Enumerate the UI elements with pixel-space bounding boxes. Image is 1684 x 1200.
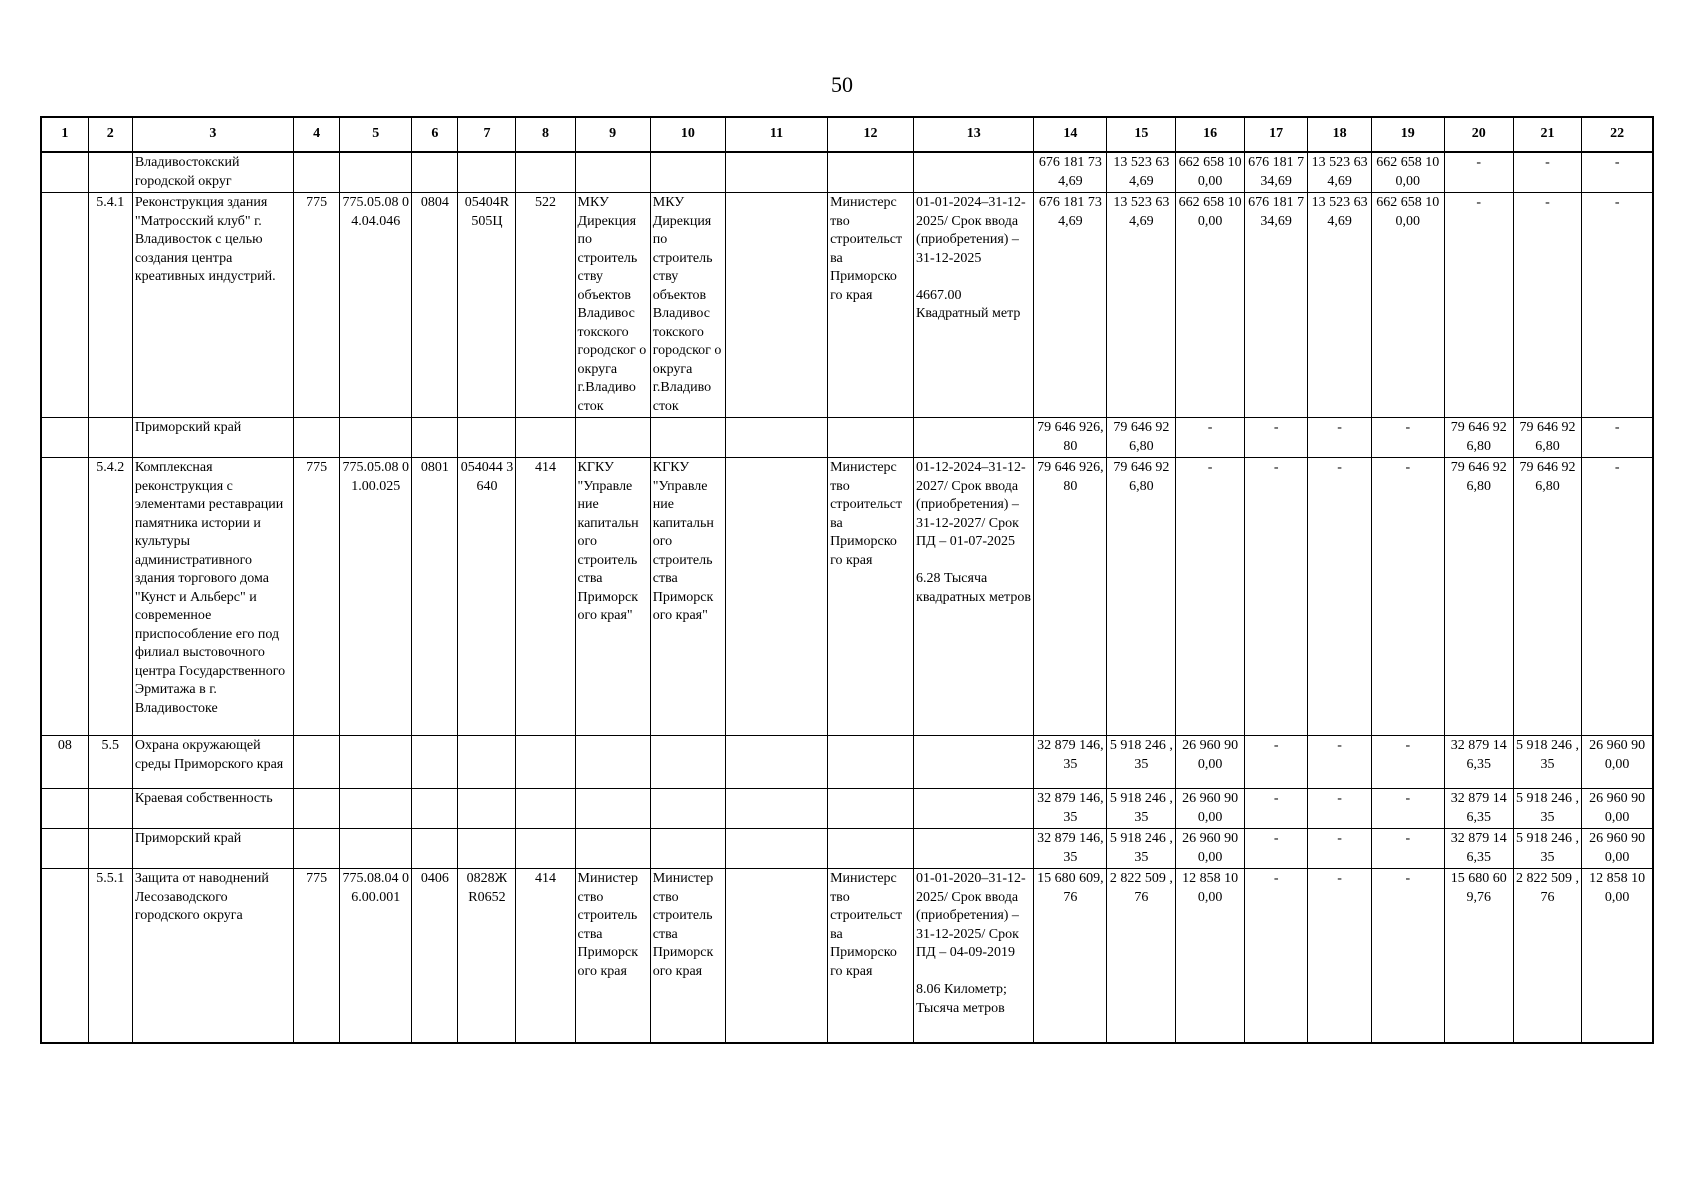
table-cell: 26 960 900,00 [1582, 789, 1653, 829]
table-cell: 26 960 900,00 [1582, 736, 1653, 789]
table-row [41, 869, 1653, 1043]
table-cell [650, 736, 725, 789]
page-number: 50 [831, 72, 853, 97]
table-cell [41, 829, 88, 869]
table-cell: КГКУ "Управле ние капитальн ого строитель ства Приморск ого края" [650, 458, 725, 736]
table-cell: 5 918 246 ,35 [1513, 829, 1582, 869]
table-cell [725, 193, 827, 418]
table-cell: 12 858 100,00 [1582, 869, 1653, 1043]
table-cell [458, 152, 516, 193]
table-cell: 79 646 926,80 [1513, 458, 1582, 736]
column-header: 10 [650, 117, 725, 152]
table-cell: 32 879 146,35 [1034, 829, 1107, 869]
table-cell: Реконструкция здания "Матросский клуб" г. Владивосток с целью создания центра креативных индустрий. [132, 193, 293, 418]
column-header: 13 [914, 117, 1034, 152]
table-cell [340, 736, 412, 789]
table-cell: 79 646 926,80 [1107, 418, 1176, 458]
table-cell: Министер ство строитель ства Приморск ого края [575, 869, 650, 1043]
table-cell: 775 [294, 869, 340, 1043]
table-row [41, 418, 1653, 458]
table-cell: 662 658 100,00 [1371, 152, 1444, 193]
table-cell [294, 418, 340, 458]
table-cell: МКУ Дирекция по строитель ству объектов Владивос токского городског о округа г.Владиво сток [575, 193, 650, 418]
table-cell: 775.08.04 06.00.001 [340, 869, 412, 1043]
table-cell: 2 822 509 ,76 [1513, 869, 1582, 1043]
table-cell: - [1371, 418, 1444, 458]
table-cell [650, 789, 725, 829]
table-cell: - [1513, 193, 1582, 418]
table-cell: Владивостокский городской округ [132, 152, 293, 193]
table-cell [914, 736, 1034, 789]
table-cell: Министерс тво строительст ва Приморско го края [828, 458, 914, 736]
table-cell: 0828Ж R0652 [458, 869, 516, 1043]
table-cell: - [1244, 736, 1307, 789]
table-cell: 32 879 146,35 [1034, 736, 1107, 789]
table-cell: 32 879 146,35 [1444, 736, 1513, 789]
table-cell: 13 523 634,69 [1107, 152, 1176, 193]
table-cell: Защита от наводнений Лесозаводского городского округа [132, 869, 293, 1043]
table-cell: 32 879 146,35 [1034, 789, 1107, 829]
column-header: 5 [340, 117, 412, 152]
table-cell: 775.05.08 01.00.025 [340, 458, 412, 736]
table-cell: 5.5.1 [88, 869, 132, 1043]
table-cell: 5 918 246 ,35 [1107, 789, 1176, 829]
table-cell: 79 646 926,80 [1107, 458, 1176, 736]
table-cell: 15 680 609,76 [1034, 869, 1107, 1043]
table-cell: 79 646 926,80 [1513, 418, 1582, 458]
table-cell [650, 418, 725, 458]
table-cell: 662 658 100,00 [1176, 193, 1245, 418]
table-cell: 13 523 634,69 [1308, 193, 1371, 418]
table-cell: - [1371, 789, 1444, 829]
table-cell [458, 736, 516, 789]
table-cell: 26 960 900,00 [1176, 789, 1245, 829]
table-cell: 5 918 246 ,35 [1513, 789, 1582, 829]
table-cell: - [1244, 458, 1307, 736]
table-cell: 01-01-2020–31-12-2025/ Срок ввода (приобретения) – 31-12-2025/ Срок ПД – 04-09-2019 8.06 Километр; Тысяча метров [914, 869, 1034, 1043]
table-cell: 12 858 100,00 [1176, 869, 1245, 1043]
table-cell [650, 829, 725, 869]
column-header: 6 [412, 117, 458, 152]
table-cell: 5 918 246 ,35 [1107, 829, 1176, 869]
table-cell [828, 418, 914, 458]
column-header: 14 [1034, 117, 1107, 152]
table-cell [650, 152, 725, 193]
table-cell [725, 458, 827, 736]
table-cell: 79 646 926,80 [1444, 458, 1513, 736]
header-row [41, 117, 1653, 152]
table-cell [575, 418, 650, 458]
table-cell [41, 458, 88, 736]
table-cell: 79 646 926,80 [1034, 418, 1107, 458]
table-cell: - [1308, 418, 1371, 458]
table-cell [828, 789, 914, 829]
table-cell: 13 523 634,69 [1107, 193, 1176, 418]
column-header: 9 [575, 117, 650, 152]
table-cell: - [1371, 736, 1444, 789]
table-cell: - [1244, 418, 1307, 458]
table-cell [725, 152, 827, 193]
table-cell: 5.4.2 [88, 458, 132, 736]
table-cell [88, 152, 132, 193]
table-cell: Краевая собственность [132, 789, 293, 829]
table-row [41, 829, 1653, 869]
table-cell: - [1582, 458, 1653, 736]
table-cell [516, 736, 575, 789]
table-cell [41, 418, 88, 458]
table-cell [458, 789, 516, 829]
table-cell: 662 658 100,00 [1371, 193, 1444, 418]
table-cell [575, 152, 650, 193]
column-header: 8 [516, 117, 575, 152]
column-header: 2 [88, 117, 132, 152]
table-cell: 0801 [412, 458, 458, 736]
table-cell [914, 152, 1034, 193]
table-cell [412, 152, 458, 193]
column-header: 17 [1244, 117, 1307, 152]
table-cell [340, 152, 412, 193]
table-cell [516, 789, 575, 829]
table-cell: Охрана окружающей среды Приморского края [132, 736, 293, 789]
table-cell: 26 960 900,00 [1582, 829, 1653, 869]
table-cell: 5 918 246 ,35 [1513, 736, 1582, 789]
table-cell: 26 960 900,00 [1176, 829, 1245, 869]
column-header: 21 [1513, 117, 1582, 152]
table-cell: 0804 [412, 193, 458, 418]
table-cell [516, 152, 575, 193]
column-header: 20 [1444, 117, 1513, 152]
table-row [41, 458, 1653, 736]
table-cell: - [1444, 152, 1513, 193]
table-cell [41, 869, 88, 1043]
table-cell: - [1513, 152, 1582, 193]
table-cell [914, 829, 1034, 869]
table-cell [340, 829, 412, 869]
table-cell: - [1308, 869, 1371, 1043]
table-cell: 15 680 609,76 [1444, 869, 1513, 1043]
table-row [41, 736, 1653, 789]
table-cell: - [1308, 736, 1371, 789]
table-cell [575, 789, 650, 829]
table-cell: - [1244, 789, 1307, 829]
table-cell [575, 736, 650, 789]
table-cell [914, 418, 1034, 458]
table-cell: Министерс тво строительст ва Приморско го края [828, 869, 914, 1043]
budget-table [40, 116, 1654, 1044]
table-cell: 676 181 734,69 [1244, 193, 1307, 418]
table-cell: 676 181 734,69 [1034, 193, 1107, 418]
column-header: 19 [1371, 117, 1444, 152]
table-cell [88, 829, 132, 869]
table-cell: 5 918 246 ,35 [1107, 736, 1176, 789]
table-cell: 79 646 926,80 [1034, 458, 1107, 736]
table-cell: - [1582, 418, 1653, 458]
table-cell: 662 658 100,00 [1176, 152, 1245, 193]
table-cell: Приморский край [132, 418, 293, 458]
table-cell [725, 829, 827, 869]
table-cell: 775.05.08 04.04.046 [340, 193, 412, 418]
table-cell: 05404R 505Ц [458, 193, 516, 418]
column-header: 1 [41, 117, 88, 152]
table-cell [412, 829, 458, 869]
table-cell: - [1371, 869, 1444, 1043]
table-cell: 32 879 146,35 [1444, 789, 1513, 829]
table-cell: 414 [516, 458, 575, 736]
table-cell [725, 418, 827, 458]
column-header: 22 [1582, 117, 1653, 152]
table-cell [575, 829, 650, 869]
table-cell: - [1176, 418, 1245, 458]
table-cell: 26 960 900,00 [1176, 736, 1245, 789]
table-cell: 2 822 509 ,76 [1107, 869, 1176, 1043]
table-cell [412, 789, 458, 829]
table-cell: - [1308, 789, 1371, 829]
table-cell: 414 [516, 869, 575, 1043]
table-cell: 676 181 734,69 [1034, 152, 1107, 193]
table-cell: - [1244, 829, 1307, 869]
table-cell: 79 646 926,80 [1444, 418, 1513, 458]
table-cell [41, 193, 88, 418]
table-cell: КГКУ "Управле ние капитальн ого строитель ства Приморск ого края" [575, 458, 650, 736]
table-cell: 522 [516, 193, 575, 418]
table-cell: Министерс тво строительст ва Приморско го края [828, 193, 914, 418]
table-cell: 054044 3640 [458, 458, 516, 736]
table-cell: МКУ Дирекция по строитель ству объектов Владивос токского городског о округа г.Владиво сток [650, 193, 725, 418]
table-cell: 08 [41, 736, 88, 789]
table-cell [41, 789, 88, 829]
table-cell: 775 [294, 193, 340, 418]
table-cell: - [1371, 458, 1444, 736]
table-row [41, 193, 1653, 418]
table-cell: Комплексная реконструкция с элементами реставрации памятника истории и культуры административного здания торгового дома "Кунст и Альберс" и современное приспособление его под филиал выстовочного центра Государственного Эрмитажа в г. Владивостоке [132, 458, 293, 736]
table-cell [828, 829, 914, 869]
table-cell: - [1582, 193, 1653, 418]
table-cell [828, 152, 914, 193]
table-cell: - [1444, 193, 1513, 418]
table-cell [41, 152, 88, 193]
table-cell [88, 418, 132, 458]
table-cell: Министер ство строитель ства Приморск ого края [650, 869, 725, 1043]
table-cell [412, 736, 458, 789]
table-cell: - [1244, 869, 1307, 1043]
table-cell: 32 879 146,35 [1444, 829, 1513, 869]
table-cell: - [1176, 458, 1245, 736]
table-row [41, 152, 1653, 193]
column-header: 3 [132, 117, 293, 152]
column-header: 18 [1308, 117, 1371, 152]
table-cell [294, 829, 340, 869]
table-cell: - [1308, 829, 1371, 869]
column-header: 4 [294, 117, 340, 152]
table-cell [914, 789, 1034, 829]
table-cell [458, 829, 516, 869]
table-cell: 01-01-2024–31-12-2025/ Срок ввода (приобретения) – 31-12-2025 4667.00 Квадратный метр [914, 193, 1034, 418]
table-row [41, 789, 1653, 829]
table-cell: 5.4.1 [88, 193, 132, 418]
table-cell [516, 829, 575, 869]
table-cell [458, 418, 516, 458]
table-cell: - [1582, 152, 1653, 193]
column-header: 16 [1176, 117, 1245, 152]
column-header: 11 [725, 117, 827, 152]
table-cell [725, 789, 827, 829]
column-header: 12 [828, 117, 914, 152]
table-cell: 676 181 734,69 [1244, 152, 1307, 193]
table-cell: 5.5 [88, 736, 132, 789]
table-cell: Приморский край [132, 829, 293, 869]
table-cell [294, 789, 340, 829]
table-cell: - [1371, 829, 1444, 869]
table-cell [294, 152, 340, 193]
table-cell: - [1308, 458, 1371, 736]
table-cell [516, 418, 575, 458]
table-cell: 775 [294, 458, 340, 736]
table-cell: 01-12-2024–31-12-2027/ Срок ввода (приобретения) – 31-12-2027/ Срок ПД – 01-07-2025 6.28 Тысяча квадратных метров [914, 458, 1034, 736]
column-header: 7 [458, 117, 516, 152]
table-cell [294, 736, 340, 789]
table-cell: 13 523 634,69 [1308, 152, 1371, 193]
table-cell [725, 736, 827, 789]
column-header: 15 [1107, 117, 1176, 152]
table-cell: 0406 [412, 869, 458, 1043]
table-cell [340, 789, 412, 829]
table-cell [828, 736, 914, 789]
table-cell [88, 789, 132, 829]
table-cell [340, 418, 412, 458]
table-cell [725, 869, 827, 1043]
table-cell [412, 418, 458, 458]
